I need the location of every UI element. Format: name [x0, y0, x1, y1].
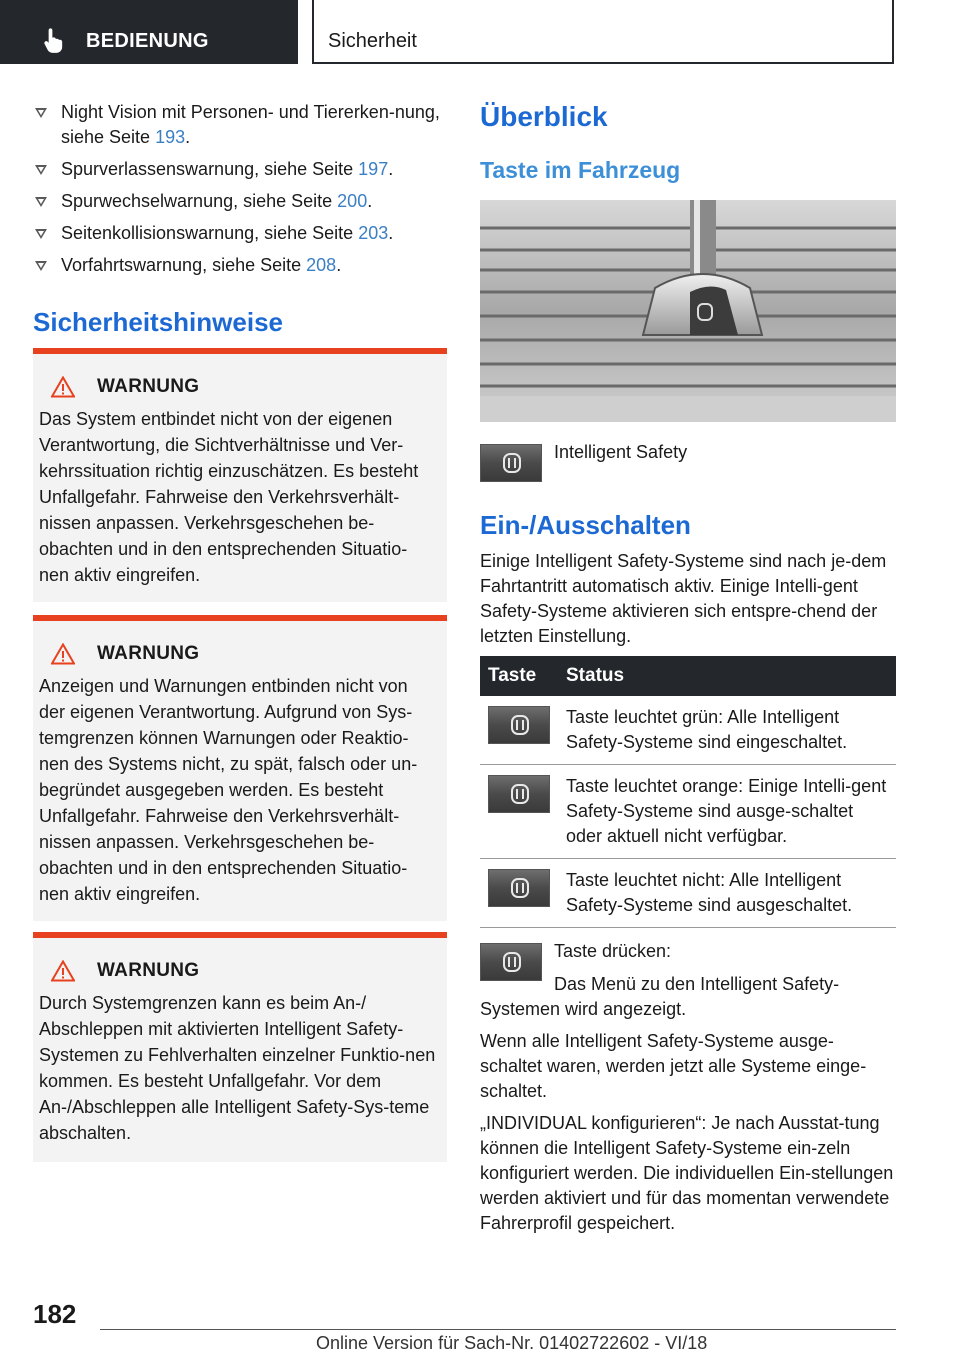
table-row: [480, 696, 896, 765]
bullet-suffix: .: [388, 159, 394, 179]
column-header-status: Status: [558, 656, 896, 696]
bullet-text: Vorfahrtswarnung, siehe Seite: [61, 255, 307, 275]
triangle-bullet-icon: [35, 197, 47, 207]
triangle-bullet-icon: [35, 165, 47, 175]
button-subheading: Taste im Fahrzeug: [480, 157, 681, 183]
list-item: [33, 189, 447, 214]
warning-triangle-icon: [51, 376, 75, 398]
chapter-title: Sicherheit: [328, 30, 417, 52]
bullet-text: Spurwechselwarnung, siehe Seite: [61, 191, 338, 211]
press-instruction: Taste drücken:: [554, 941, 672, 961]
bullet-text: Seitenkollisionswarnung, siehe Seite: [61, 223, 359, 243]
list-item: [33, 253, 447, 278]
warning-box: [33, 932, 447, 1162]
intelligent-safety-button-icon: [488, 869, 550, 907]
warning-text: Durch Systemgrenzen kann es beim An-/ Abschleppen mit aktivierten Intelligent Safety-Systemen zu Fehlverhalten einzelner Funktio-nen kommen. Es besteht Unfallgefahr. Vor dem An-/Abschleppen alle Intelligent Safety-Sys-teme abschalten.: [39, 993, 436, 1143]
warning-box: [33, 615, 447, 921]
onoff-heading: Ein-/Ausschalten: [480, 510, 691, 540]
chapter-box: [312, 0, 894, 64]
bullet-text: Night Vision mit Personen- und Tiererken-nung, siehe Seite: [61, 102, 440, 147]
section-label: BEDIENUNG: [86, 30, 209, 52]
warning-text: Das System entbindet nicht von der eigenen Verantwortung, die Sichtverhältnisse und Ver-kehrssituation richtig einzuschätzen. Es besteht Unfallgefahr. Fahrweise den Verkehrsverhält-nissen anpassen. Verkehrsgeschehen be-obachten und in den entsprechenden Situatio-nen aktiv eingreifen.: [39, 409, 419, 585]
vehicle-button-photo: [480, 200, 896, 422]
status-cell: Taste leuchtet grün: Alle Intelligent Safety-Systeme sind eingeschaltet.: [558, 696, 896, 765]
overview-heading: Überblick: [480, 101, 608, 132]
table-row: [480, 765, 896, 859]
bullet-text: Spurverlassenswarnung, siehe Seite: [61, 159, 359, 179]
page-link[interactable]: 197: [358, 159, 389, 179]
warning-title-row: [39, 643, 437, 665]
button-cell: [480, 765, 558, 859]
triangle-bullet-icon: [35, 261, 47, 271]
button-caption: Intelligent Safety: [554, 442, 688, 462]
warning-text: Anzeigen und Warnungen entbinden nicht von der eigenen Verantwortung. Aufgrund von Sys-temgrenzen können Warnungen oder Reaktio-nen des Systems nicht, zu spät, falsch oder un-begründet ausgegeben werden. Es besteht Unfallgefahr. Fahrweise den Verkehrsverhält-nissen anpassen. Verkehrsgeschehen be-obachten und in den entsprechenden Situatio-nen aktiv eingreifen.: [39, 676, 418, 904]
press-paragraph: Wenn alle Intelligent Safety-Systeme ausge-schaltet waren, werden jetzt alle Systeme einge-schaltet.: [480, 1031, 867, 1101]
warning-title-row: [39, 960, 437, 982]
bullet-suffix: .: [388, 223, 394, 243]
page-number: 182: [33, 1299, 77, 1329]
section-tab: [0, 0, 298, 64]
footer-online-version: Online Version für Sach-Nr. 01402722602 - VI/18: [316, 1333, 708, 1353]
list-item: [33, 221, 447, 246]
warning-title: WARNUNG: [97, 960, 200, 981]
status-cell: Taste leuchtet orange: Einige Intelli-gent Safety-Systeme sind ausge-schaltet oder aktuell nicht verfügbar.: [558, 765, 896, 859]
button-cell: [480, 859, 558, 928]
button-cell: [480, 696, 558, 765]
page-link[interactable]: 200: [337, 191, 368, 211]
safety-heading: Sicherheitshinweise: [33, 307, 283, 337]
triangle-bullet-icon: [35, 229, 47, 239]
warning-title-row: [39, 376, 437, 398]
table-header-row: [480, 656, 896, 696]
status-table: [480, 656, 896, 928]
warning-title: WARNUNG: [97, 376, 200, 397]
footer-rule: [100, 1329, 896, 1330]
onoff-intro: Einige Intelligent Safety-Systeme sind nach je-dem Fahrtantritt automatisch aktiv. Einige Intelli-gent Safety-Systeme aktivieren sich entspre-chend der letzten Einstellung.: [480, 551, 887, 646]
intelligent-safety-button-icon: [488, 706, 550, 744]
table-row: [480, 859, 896, 928]
press-result: Das Menü zu den Intelligent Safety-Systemen wird angezeigt.: [480, 974, 840, 1019]
column-header-taste: Taste: [480, 656, 558, 696]
bullet-suffix: .: [367, 191, 373, 211]
status-cell: Taste leuchtet nicht: Alle Intelligent Safety-Systeme sind ausgeschaltet.: [558, 859, 896, 928]
page-link[interactable]: 193: [155, 127, 186, 147]
warning-triangle-icon: [51, 960, 75, 982]
list-item: [33, 157, 447, 182]
list-item: [33, 100, 447, 150]
bullet-suffix: .: [336, 255, 342, 275]
triangle-bullet-icon: [35, 108, 47, 118]
bullet-suffix: .: [185, 127, 191, 147]
intelligent-safety-button-icon: [480, 444, 542, 482]
page-link[interactable]: 208: [306, 255, 337, 275]
bullet-list: [33, 100, 447, 285]
hand-pointer-icon: [40, 26, 68, 54]
warning-triangle-icon: [51, 643, 75, 665]
page-link[interactable]: 203: [358, 223, 389, 243]
warning-title: WARNUNG: [97, 643, 200, 664]
individual-config-paragraph: „INDIVIDUAL konfigurieren“: Je nach Ausstat-tung können die Intelligent Safety-Systeme ein-zeln konfiguriert werden. Die individuellen Ein-stellungen werden aktiviert und für das momentan verwendete Fahrerprofil gespeichert.: [480, 1113, 894, 1233]
warning-box: [33, 348, 447, 602]
intelligent-safety-button-icon: [488, 775, 550, 813]
